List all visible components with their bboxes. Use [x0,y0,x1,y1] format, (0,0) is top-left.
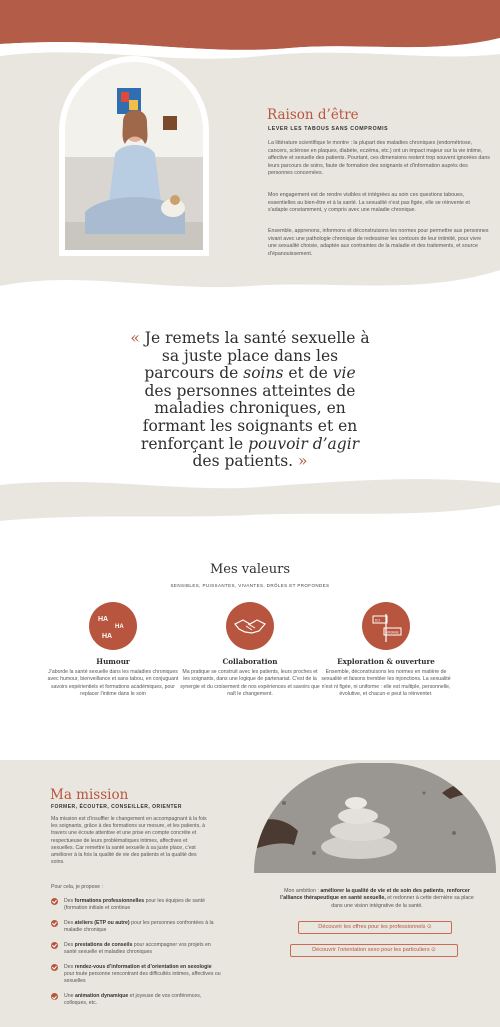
svg-text:ICI: ICI [375,618,380,623]
valeur-title-collaboration: Collaboration [222,657,278,666]
list-item: Une animation dynamique et joyeuse de vos conférences, colloques, etc. [51,993,221,1007]
valeur-title-exploration: Exploration & ouverture [337,657,435,666]
svg-text:HA: HA [98,616,109,623]
quote-text: des personnes atteintes de maladies chroniques, en formant les soignants et en renforçant le [140,381,358,453]
quote-open-mark: « [130,329,140,347]
mission-quote [130,330,370,471]
raison-title: Raison d’être [267,107,359,123]
mission-offer-list [51,898,221,1015]
quote-text: et de [283,364,333,383]
quote-text: Je remets la santé sexuelle à sa juste place dans les parcours de [139,329,370,383]
list-item: Des prestations de conseils pour accompagner vos projets en santé sexuelle et maladies chroniques [51,942,221,956]
mission-title: Ma mission [50,787,129,803]
mission-intro: Ma mission est d’insuffler le changement en accompagnant à la fois les soignants, grâce à des formations sur mesure, et les patients, à travers une écoute attentive et une prise en compte concrète et respectueuse de leurs problématiques intimes, affectives et sexuelles. Car remettre la santé sexuelle à sa juste place, c’est améliorer à la fois la qualité de vie des patients et la qualité des soins. [51,816,207,866]
cta-offers-professionals[interactable]: Découvrir les offres pour les professionnels ⊙ [298,921,452,934]
valeur-text-exploration: Ensemble, déconstruisons les normes en matière de sexualité et faisons trembler les injonctions. La sexualité n'est ni figée, ni uniforme : elle est multiple, personnelle, évolutive, et chacun·e peut la réinventer. [321,669,451,697]
check-icon [51,920,58,927]
quote-close-mark: » [298,452,308,471]
mission-subtitle: FORMER, ÉCOUTER, CONSEILLER, ORIENTER [51,804,183,810]
cta-orientation-individuals[interactable]: Découvrir l’orientation sexo pour les particuliers ⊙ [290,944,458,957]
raison-paragraph-2: Mon engagement est de rendre visibles et intégrées au soin ces questions taboues, essentielles au bien-être et à la santé. La sexualité n'est pas figée, elle se réinvente et s'adapte constamment, y compris avec une maladie chronique. [268,192,470,214]
svg-text:HA: HA [115,624,124,630]
signpost-icon [362,602,410,650]
portrait-photo [65,62,203,250]
mission-ambition: Mon ambition : améliorer la qualité de vie et de soin des patients, renforcer l’alliance thérapeutique en santé sexuelle, et redonner à cette dernière sa place dans une vision intégrative de la santé. [280,888,474,909]
valeurs-subtitle: SENSIBLES, PUISSANTES, VIVANTES, DRÔLES ET PROFONDES [170,583,330,588]
quote-emphasis: vie [332,364,356,383]
valeurs-title: Mes valeurs [209,562,290,577]
valeur-title-humour: Humour [96,657,130,666]
svg-text:VIRAGE: VIRAGE [386,630,399,635]
mission-lead: Pour cela, je propose : [51,884,103,890]
valeur-text-collaboration: Ma pratique se construit avec les patients, leurs proches et les soignants, dans une logique de partenariat. C’est de la synergie et du croisement de nos expériences et savoirs que naît le changement. [180,669,320,697]
list-item: Des formations professionnelles pour les équipes de santé (formation initiale et continue [51,898,221,912]
check-icon [51,964,58,971]
quote-text: des patients. [192,452,299,471]
quote-emphasis: soins [243,364,284,383]
raison-paragraph-3: Ensemble, apprenons, informons et déconstruisons les normes pour permettre aux personnes vivant avec une pathologie chronique de redessiner les contours de leur intimité, pour vivre une sexualité choisie, adaptée aux contraintes de la maladie et des traitements, et source d'épanouissement. [268,228,489,257]
laughter-icon [89,602,137,650]
portrait-frame [59,56,209,256]
list-item: Des rendez-vous d’information et d’orientation en sexologie pour toute personne rencontrant des difficultés intimes, affectives ou sexuelles [51,964,221,986]
quote-emphasis: pouvoir d’agir [248,434,360,453]
handshake-icon [226,602,274,650]
check-icon [51,898,58,905]
raison-paragraph-1: La littérature scientifique le montre : la plupart des maladies chroniques (endométriose, cancers, sclérose en plaques, diabète, eczéma, etc.) ont un impact majeur sur la vie intime, affective et sexuelle des patients. Pourtant, ces dimensions restent trop souvent ignorées dans leurs parcours de soins, faute de formation des soignants et d'information auprès des personnes concernées. [268,140,490,177]
valeur-text-humour: J’aborde la santé sexuelle dans les maladies chroniques avec humour, bienveillance et sans tabou, en conjuguant savoirs expérientiels et formations académiques, pour replacer l’intime dans le soin [47,669,179,697]
raison-subtitle: LEVER LES TABOUS SANS COMPROMIS [268,126,389,132]
check-icon [51,942,58,949]
check-icon [51,993,58,1000]
section-divider-wave [0,475,500,535]
list-item: Des ateliers (ETP ou autre) pour les personnes confrontées à la maladie chronique [51,920,221,934]
svg-text:HA: HA [102,633,113,640]
